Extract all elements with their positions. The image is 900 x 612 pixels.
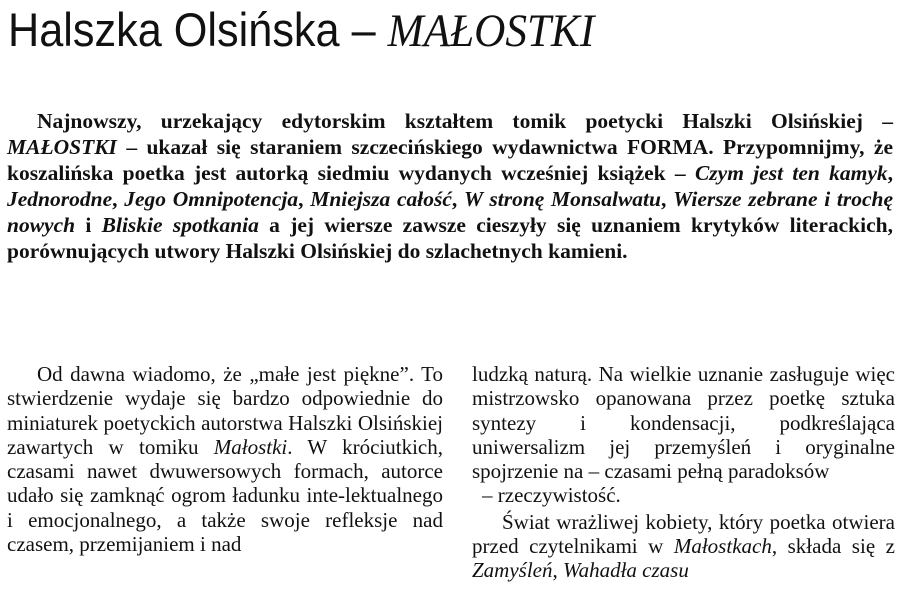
lead-text: Najnowszy, urzekający edytorskim kształtem tomik poetycki Halszki Olsińskiej –: [37, 109, 893, 133]
title-author: Halszka Olsińska –: [8, 3, 376, 56]
book-title: Małostkach: [673, 534, 772, 559]
body-text: Świat wrażliwej kobiety, który poetka otwiera przed czytelnikami w: [472, 509, 895, 559]
lead-text: a jej wiersze zawsze cieszyły się uznaniem krytyków literackich, porównujących utwory Halszki Olsińskiej do szlachetnych kamieni.: [7, 213, 893, 263]
book-title: Jednorodne: [7, 187, 113, 211]
body-text: ludzką naturą. Na wielkie uznanie zasługuje więc mistrzowsko opanowana przez poetkę sztuka syntezy i kondensacji, podkreślająca uniwersalizm jej przemyśleń i oryginalne spojrzenie na – czasami pełną paradoksów: [472, 362, 895, 484]
lead-text: – ukazał się staraniem szczecińskiego wydawnictwa FORMA. Przypomnijmy, że koszalińska poetka jest autorką siedmiu wydanych wcześniej książek –: [7, 135, 893, 185]
book-title: Jego Omnipotencja: [124, 187, 299, 211]
separator: ,: [112, 187, 125, 211]
body-text: . W króciutkich, czasami nawet dwuwersowych formach, autorce udało się zamknąć ogrom ładunku inte-lektualnego i emocjonalnego, a także swoje refleksje nad czasem, przemijaniem i nad: [7, 434, 444, 557]
lead-book-title: MAŁOSTKI: [7, 135, 117, 159]
separator: ,: [887, 161, 893, 185]
book-title: Czym jest ten kamyk: [694, 161, 888, 185]
book-title: Mniejsza całość: [310, 187, 452, 211]
book-title: Zamyśleń: [472, 558, 553, 583]
body-text: , składa się z: [771, 534, 895, 559]
body-column-left: [7, 362, 443, 556]
body-column-right: [472, 362, 895, 583]
book-title: Małostki: [213, 434, 288, 459]
body-text: Od dawna wiadomo, że „małe jest piękne”. To stwierdzenie wydaje się bardzo odpowiednie do miniaturek poetyckich autorstwa Halszki Olsińskiej zawartych w tomiku: [7, 362, 443, 459]
body-paragraph: [7, 362, 443, 556]
book-title: Wahadła czasu: [563, 558, 689, 583]
article-title: [8, 0, 594, 61]
book-title: W stronę Monsalwatu: [463, 187, 661, 211]
body-paragraph: [472, 510, 895, 583]
separator: ,: [451, 187, 464, 211]
book-title: Wiersze zebrane i trochę nowych: [7, 187, 894, 237]
separator: ,: [552, 558, 563, 583]
separator: i: [75, 213, 102, 237]
body-text: – rzeczywistość.: [482, 483, 621, 508]
book-title: Bliskie spotkania: [101, 213, 259, 237]
body-paragraph: [472, 362, 895, 508]
title-book: MAŁOSTKI: [387, 5, 595, 57]
lead-paragraph: [7, 108, 893, 264]
separator: ,: [298, 187, 311, 211]
separator: ,: [660, 187, 674, 211]
